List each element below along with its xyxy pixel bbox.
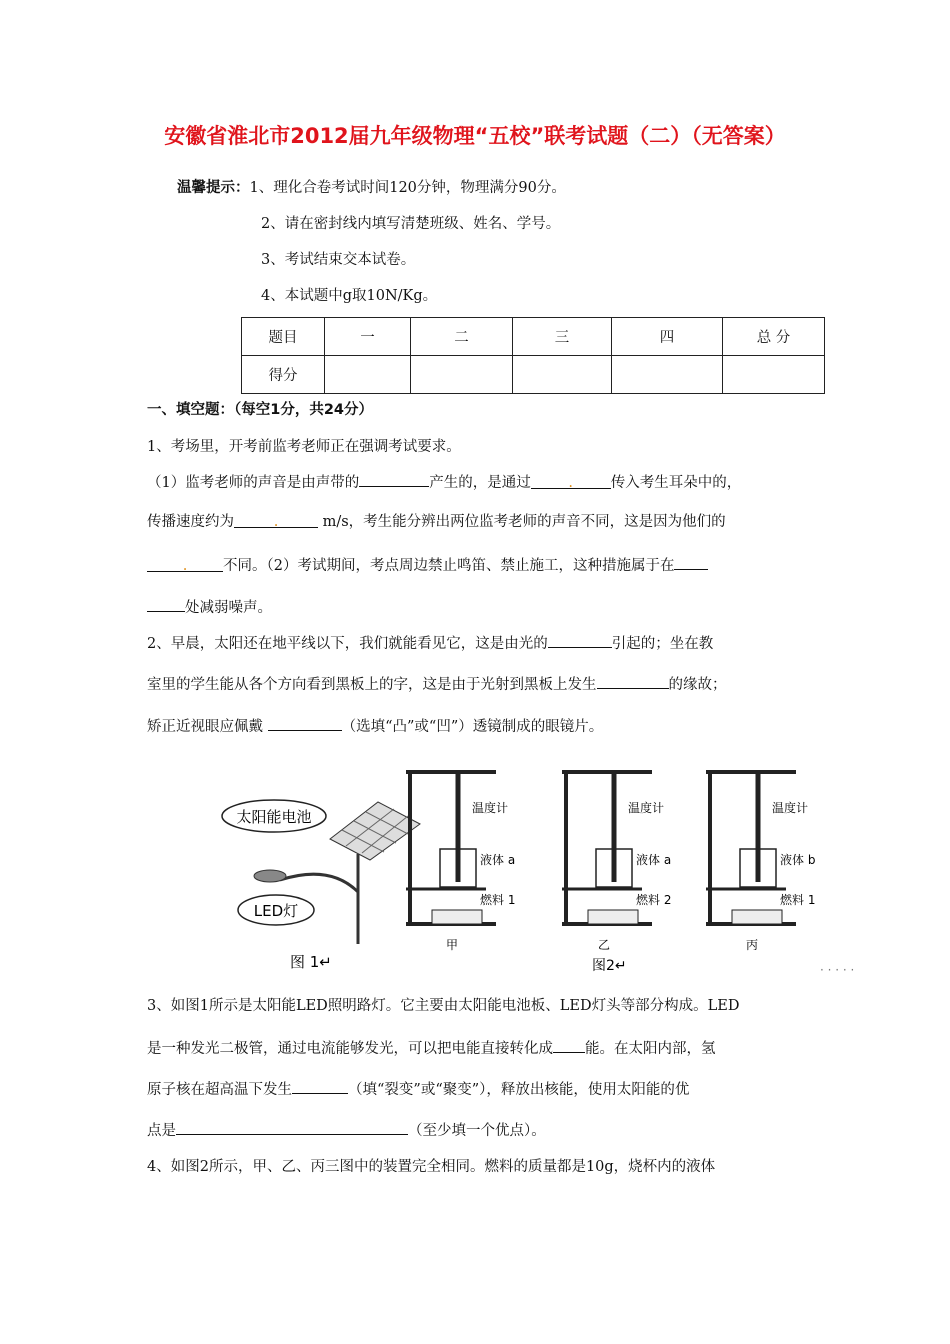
q3-line-3: 原子核在超高温下发生 （填“裂变”或“聚变”），释放出核能，使用太阳能的优: [147, 1078, 689, 1100]
answer-blank[interactable]: [359, 471, 429, 487]
tip-line-3: 3、考试结束交本试卷。: [261, 252, 416, 268]
panel-bing: [706, 772, 815, 952]
svg-text:燃料 1: 燃料 1: [780, 893, 816, 907]
svg-text:液体 a: 液体 a: [636, 853, 672, 867]
experiment-figure: [210, 764, 870, 979]
answer-blank[interactable]: [292, 1078, 348, 1094]
q1-line-1: （1）监考老师的声音是由声带的 产生的，是通过 . 传入考生耳朵中的，: [147, 471, 741, 493]
led-lamp-icon: [254, 870, 286, 882]
svg-text:燃料 1: 燃料 1: [480, 893, 516, 907]
svg-text:温度计: 温度计: [628, 801, 665, 815]
svg-text:液体 a: 液体 a: [480, 853, 516, 867]
svg-text:燃料 2: 燃料 2: [636, 893, 672, 907]
answer-blank[interactable]: [176, 1119, 408, 1135]
answer-blank[interactable]: [553, 1037, 585, 1053]
solar-label: 太阳能电池: [236, 808, 312, 826]
tip-line-1: 温馨提示：1、理化合卷考试时间120分钟，物理满分90分。: [177, 180, 566, 196]
q2-line-1: 2、早晨，太阳还在地平线以下，我们就能看见它，这是由光的 引起的；坐在教: [147, 632, 713, 654]
section-heading: 一、填空题：（每空1分，共24分）: [147, 402, 374, 418]
q2-line-2: 室里的学生能从各个方向看到黑板上的字，这是由于光射到黑板上发生 的缘故；: [147, 673, 727, 695]
score-header-cell: 三: [513, 318, 612, 356]
answer-blank[interactable]: [147, 596, 185, 612]
score-cell[interactable]: [325, 356, 411, 394]
trailing-dots: · · · · ·: [820, 963, 855, 977]
tip-line-2: 2、请在密封线内填写清楚班级、姓名、学号。: [261, 216, 561, 232]
q3-line-1: 3、如图1所示是太阳能LED照明路灯。它主要由太阳能电池板、LED灯头等部分构成。LED: [147, 998, 740, 1014]
panel-yi: [562, 772, 671, 974]
answer-blank[interactable]: [597, 673, 669, 689]
score-header-cell: 题目: [242, 318, 325, 356]
score-table: [241, 317, 825, 394]
svg-text:液体 b: 液体 b: [780, 853, 816, 867]
score-cell[interactable]: [411, 356, 513, 394]
q1-line-3: . 不同。（2）考试期间，考点周边禁止鸣笛、禁止施工，这种措施属于在: [147, 554, 708, 576]
answer-blank[interactable]: .: [147, 556, 223, 572]
score-value-row: [242, 356, 825, 394]
q1-line-2: 传播速度约为 . m/s，考生能分辨出两位监考老师的声音不同，这是因为他们的: [147, 514, 726, 530]
q3-line-4: 点是 （至少填一个优点）。: [147, 1119, 546, 1141]
answer-blank[interactable]: [548, 632, 612, 648]
answer-blank[interactable]: [268, 715, 342, 731]
panel-jia: [406, 772, 515, 952]
q3-line-2: 是一种发光二极管，通过电流能够发光，可以把电能直接转化成 能。在太阳内部，氢: [147, 1037, 716, 1059]
fig1-caption: 图 1↵: [290, 953, 332, 971]
burner-icon: [588, 910, 638, 924]
score-cell[interactable]: [612, 356, 723, 394]
led-label: LED灯: [253, 902, 299, 920]
panel-label: 丙: [746, 938, 759, 952]
answer-blank[interactable]: .: [234, 512, 318, 528]
burner-icon: [432, 910, 482, 924]
tip-label: 温馨提示：: [177, 180, 250, 196]
score-row-label: 得分: [242, 356, 325, 394]
solar-streetlight-figure: [222, 800, 420, 971]
fig2-caption: 图2↵: [592, 958, 627, 974]
panel-label: 甲: [446, 938, 459, 952]
q1-stem: 1、考场里，开考前监考老师正在强调考试要求。: [147, 439, 461, 455]
svg-text:温度计: 温度计: [472, 801, 509, 815]
score-header-cell: 四: [612, 318, 723, 356]
burner-icon: [732, 910, 782, 924]
answer-blank[interactable]: [674, 554, 708, 570]
score-cell[interactable]: [513, 356, 612, 394]
page-title: 安徽省淮北市2012届九年级物理“五校”联考试题（二）（无答案）: [164, 124, 786, 148]
svg-text:温度计: 温度计: [772, 801, 809, 815]
panel-label: 乙: [598, 938, 611, 952]
score-cell[interactable]: [723, 356, 825, 394]
score-header-row: [242, 318, 825, 356]
answer-blank[interactable]: .: [531, 473, 611, 489]
score-header-cell: 总 分: [723, 318, 825, 356]
score-header-cell: 二: [411, 318, 513, 356]
q2-line-3: 矫正近视眼应佩戴 （选填“凸”或“凹”）透镜制成的眼镜片。: [147, 715, 603, 737]
score-header-cell: 一: [325, 318, 411, 356]
tip-line-4: 4、本试题中g取10N/Kg。: [261, 288, 438, 304]
solar-panel-icon: [330, 802, 420, 860]
q1-line-4: 处减弱噪声。: [147, 596, 272, 618]
q4-line-1: 4、如图2所示，甲、乙、丙三图中的装置完全相同。燃料的质量都是10g，烧杯内的液体: [147, 1159, 716, 1175]
